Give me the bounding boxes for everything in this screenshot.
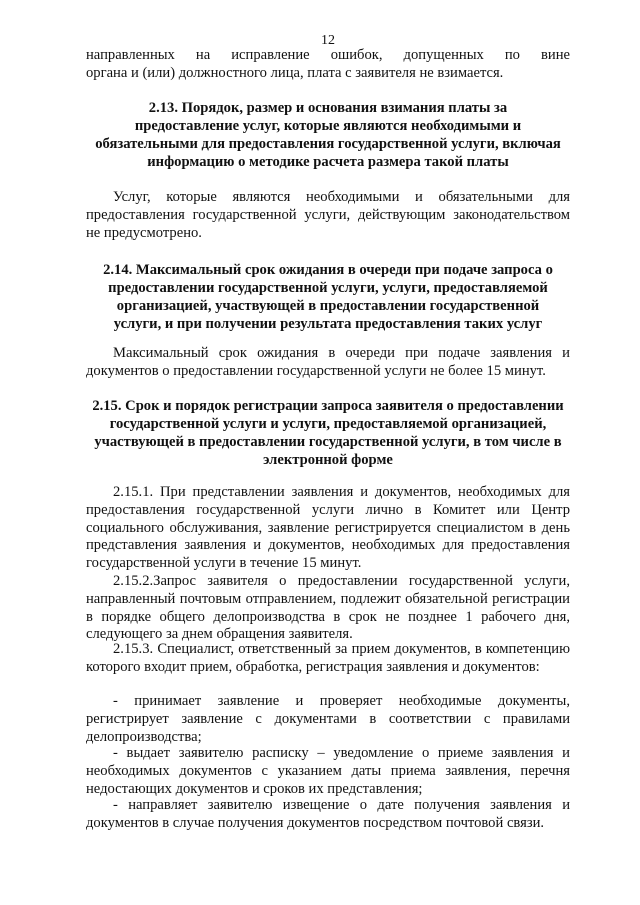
section-2-15-heading-line-1: 2.15. Срок и порядок регистрации запроса заявителя о предоставлении xyxy=(92,398,564,414)
intro-line-2: органа и (или) должностного лица, плата с заявителя не взимается. xyxy=(86,64,504,81)
section-2-14-heading-line-1: 2.14. Максимальный срок ожидания в очереди при подаче запроса о xyxy=(103,262,553,278)
paragraph-2-15-3: 2.15.3. Специалист, ответственный за прием документов, в компетенцию которого входит прием, обработка, регистрация заявления и документов: xyxy=(86,641,570,675)
section-2-14-heading xyxy=(86,261,570,333)
list-item-accept-application: - принимает заявление и проверяет необходимые документы, регистрирует заявление с документами в соответствии с правилами делопроизводства; xyxy=(86,693,570,745)
section-2-13-heading-line-2: предоставление услуг, которые являются необходимыми и xyxy=(134,118,522,134)
paragraph-2-15-1: 2.15.1. При представлении заявления и документов, необходимых для предоставления государственной услуги лично в Комитет или Центр социального обслуживания, заявление регистрируется специалистом в день представления заявления и документов, необходимых для предоставления государственной услуги в течение 15 минут. xyxy=(86,484,570,572)
section-2-13-heading xyxy=(86,99,570,171)
list-item-issue-receipt: - выдает заявителю расписку – уведомление о приеме заявления и необходимых документов с указанием даты приема заявления, перечня недостающих документов и сроков их представления; xyxy=(86,745,570,797)
section-2-13-body: Услуг, которые являются необходимыми и обязательными для предоставления государственной услуги, действующим законодательством не предусмотрено. xyxy=(86,189,570,241)
section-2-14-heading-line-3: организацией, участвующей в предоставлении государственной xyxy=(116,298,540,314)
section-2-14-heading-line-4: услуги, и при получении результата предоставления таких услуг xyxy=(113,316,543,332)
section-2-13-heading-line-3: обязательными для предоставления государственной услуги, включая xyxy=(95,136,561,152)
intro-paragraph xyxy=(86,47,570,83)
intro-line-1: направленных на исправление ошибок, допущенных по вине xyxy=(86,47,570,63)
section-2-15-heading xyxy=(86,397,570,469)
section-2-15-heading-line-3: участвующей в предоставлении государственной услуги, в том числе в xyxy=(94,434,562,450)
list-item-send-notice: - направляет заявителю извещение о дате получения заявления и документов в случае получения документов посредством почтовой связи. xyxy=(86,797,570,831)
page-number: 12 xyxy=(321,33,335,48)
section-2-15-heading-line-4: электронной форме xyxy=(263,452,393,468)
section-2-14-body: Максимальный срок ожидания в очереди при подаче заявления и документов о предоставлении государственной услуги не более 15 минут. xyxy=(86,345,570,379)
section-2-13-heading-line-1: 2.13. Порядок, размер и основания взимания платы за xyxy=(148,100,508,116)
paragraph-2-15-2: 2.15.2.Запрос заявителя о предоставлении государственной услуги, направленный почтовым отправлением, подлежит обязательной регистрации в порядке общего делопроизводства в срок не позднее 1 рабочего дня, следующего за днем обращения заявителя. xyxy=(86,573,570,643)
section-2-13-heading-line-4: информацию о методике расчета размера такой платы xyxy=(147,154,509,170)
section-2-14-heading-line-2: предоставлении государственной услуги, услуги, предоставляемой xyxy=(108,280,548,296)
section-2-15-heading-line-2: государственной услуги и услуги, предоставляемой организацией, xyxy=(109,416,547,432)
